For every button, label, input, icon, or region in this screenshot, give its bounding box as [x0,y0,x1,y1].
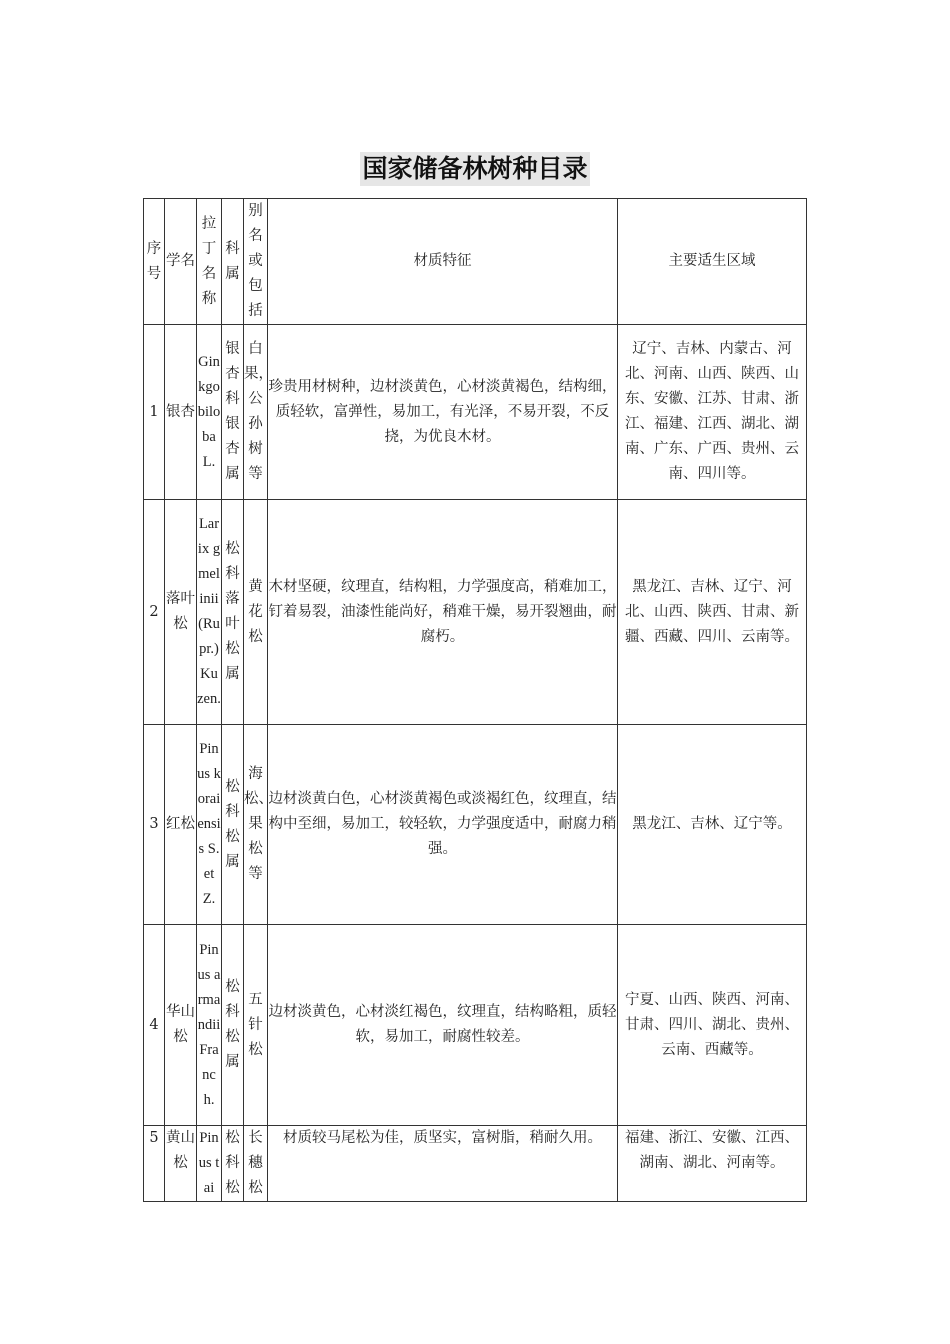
cell-latin: Larix gmelinii (Rupr.) Kuzen. [197,500,222,725]
cell-latin: Pinus armandii Franch. [197,925,222,1126]
page-title-wrap [0,152,950,186]
cell-region: 黑龙江、吉林、辽宁等。 [618,725,807,925]
cell-family: 松科松 [222,1126,244,1202]
cell-no: 3 [144,725,165,925]
header-region: 主要适生区域 [618,199,807,325]
cell-alias: 黄花松 [244,500,268,725]
cell-no: 1 [144,325,165,500]
cell-feature: 珍贵用材树种，边材淡黄色，心材淡黄褐色，结构细，质轻软，富弹性，易加工，有光泽，不易开裂，不反挠，为优良木材。 [268,325,618,500]
cell-latin: Ginkgo biloba L. [197,325,222,500]
header-no: 序号 [144,199,165,325]
table-row [144,325,807,500]
cell-region: 辽宁、吉林、内蒙古、河北、河南、山西、陕西、山东、安徽、江苏、甘肃、浙江、福建、江西、湖北、湖南、广东、广西、贵州、云南、四川等。 [618,325,807,500]
cell-region: 黑龙江、吉林、辽宁、河北、山西、陕西、甘肃、新疆、西藏、四川、云南等。 [618,500,807,725]
header-alias: 别名或包括 [244,199,268,325]
header-family: 科属 [222,199,244,325]
cell-feature: 材质较马尾松为佳，质坚实，富树脂，稍耐久用。 [268,1126,618,1202]
cell-family: 银杏科银杏属 [222,325,244,500]
cell-alias: 白果，公孙树等 [244,325,268,500]
cell-latin: Pinus koraiensis S. et Z. [197,725,222,925]
header-feature: 材质特征 [268,199,618,325]
table-row [144,500,807,725]
table-row [144,1126,807,1202]
cell-no: 5 [144,1126,165,1202]
cell-latin: Pinus tai [197,1126,222,1202]
cell-no: 4 [144,925,165,1126]
page-title: 国家储备林树种目录 [360,152,589,186]
species-table [143,198,807,1202]
cell-name: 落叶松 [165,500,197,725]
cell-name: 华山松 [165,925,197,1126]
cell-alias: 长穗松 [244,1126,268,1202]
cell-region: 福建、浙江、安徽、江西、湖南、湖北、河南等。 [618,1126,807,1202]
cell-name: 银杏 [165,325,197,500]
cell-region: 宁夏、山西、陕西、河南、甘肃、四川、湖北、贵州、云南、西藏等。 [618,925,807,1126]
cell-no: 2 [144,500,165,725]
table-header-row [144,199,807,325]
cell-name: 红松 [165,725,197,925]
cell-feature: 木材坚硬，纹理直，结构粗，力学强度高，稍难加工，钉着易裂，油漆性能尚好，稍难干燥，易开裂翘曲，耐腐朽。 [268,500,618,725]
cell-family: 松科落叶松属 [222,500,244,725]
cell-feature: 边材淡黄色，心材淡红褐色，纹理直，结构略粗，质轻软，易加工，耐腐性较差。 [268,925,618,1126]
cell-family: 松科松属 [222,925,244,1126]
cell-alias: 海松、果松等 [244,725,268,925]
table-row [144,725,807,925]
cell-family: 松科松属 [222,725,244,925]
cell-feature: 边材淡黄白色，心材淡黄褐色或淡褐红色，纹理直，结构中至细，易加工，较轻软，力学强度适中，耐腐力稍强。 [268,725,618,925]
cell-alias: 五针松 [244,925,268,1126]
header-latin: 拉丁名称 [197,199,222,325]
cell-name: 黄山松 [165,1126,197,1202]
table-row [144,925,807,1126]
header-name: 学名 [165,199,197,325]
